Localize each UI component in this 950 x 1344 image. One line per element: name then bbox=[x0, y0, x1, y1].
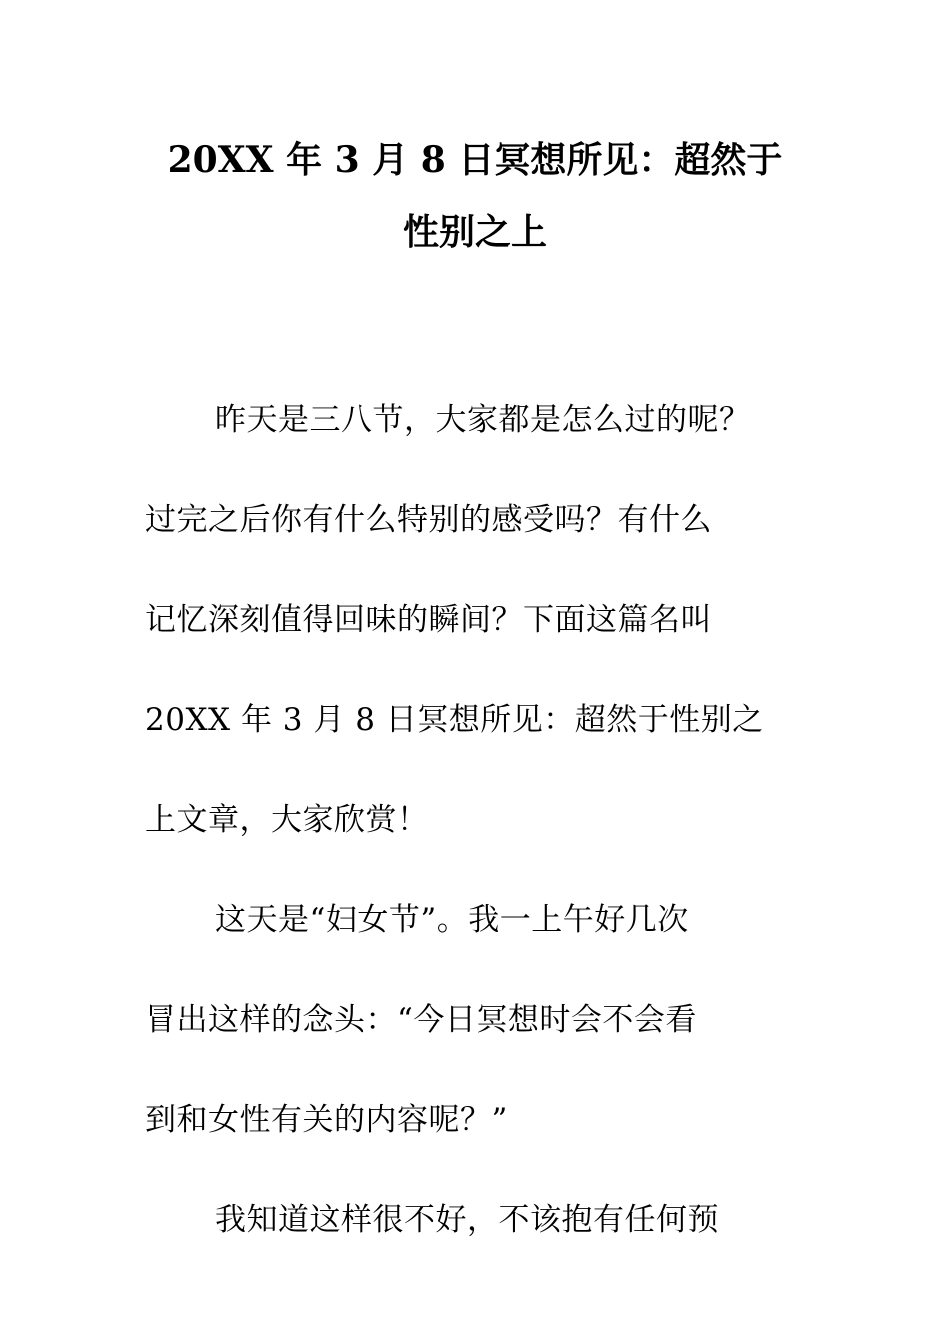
paragraph-2-line-2: 冒出这样的念头：“今日冥想时会不会看 bbox=[145, 1002, 697, 1038]
paragraph-1 bbox=[145, 370, 785, 870]
paragraph-1-line-2: 过完之后你有什么特别的感受吗？有什么 bbox=[145, 502, 712, 538]
paragraph-3-line-1: 我知道这样很不好，不该抱有任何预 bbox=[215, 1202, 719, 1238]
paragraph-2 bbox=[145, 870, 785, 1170]
paragraph-2-line-1: 这天是“妇女节”。我一上午好几次 bbox=[215, 902, 689, 938]
title-line-1: 20XX 年 3 月 8 日冥想所见：超然于 bbox=[167, 139, 783, 181]
title-line-2: 性别之上 bbox=[402, 211, 547, 253]
document-title bbox=[145, 124, 805, 268]
document-body bbox=[145, 370, 785, 1270]
paragraph-1-line-4: 20XX 年 3 月 8 日冥想所见：超然于性别之 bbox=[145, 702, 764, 738]
paragraph-1-line-5: 上文章，大家欣赏！ bbox=[145, 802, 429, 838]
paragraph-2-line-3: 到和女性有关的内容呢？” bbox=[145, 1102, 508, 1138]
paragraph-1-line-1: 昨天是三八节，大家都是怎么过的呢？ bbox=[215, 402, 751, 438]
paragraph-1-line-3: 记忆深刻值得回味的瞬间？下面这篇名叫 bbox=[145, 602, 712, 638]
paragraph-3 bbox=[145, 1170, 785, 1270]
